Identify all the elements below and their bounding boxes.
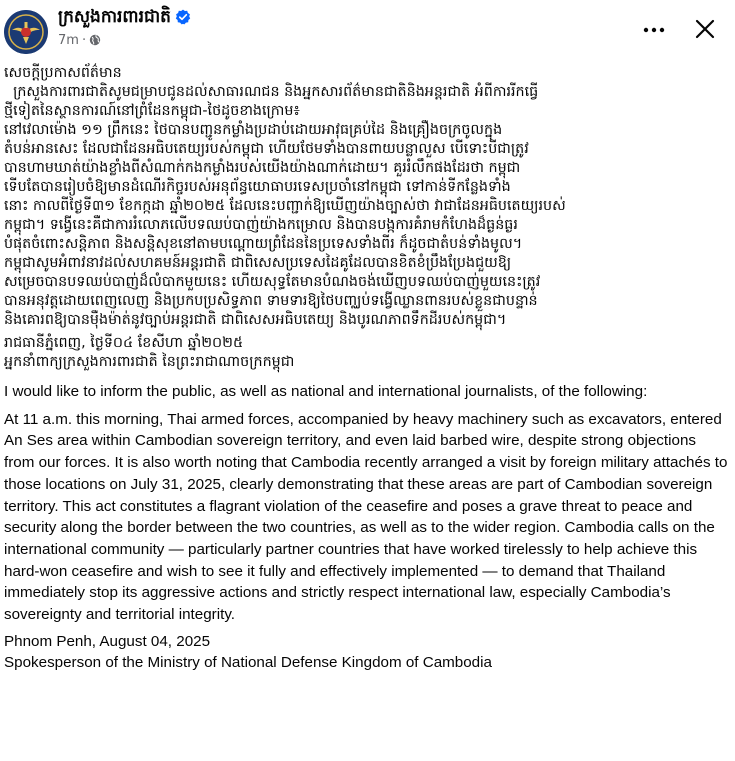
meta-separator: · <box>81 33 87 48</box>
verified-badge-icon <box>175 9 191 25</box>
khmer-line: បានអនុវត្តដោយពេញលេញ និងប្រកបប្រសិទ្ធភាព ទាមទារឱ្យថៃបញ្ឈប់ទង្វើឈ្លានពានរបស់ខ្លួនជាបន្ទាន់ <box>4 293 538 309</box>
khmer-line: បំផុតចំពោះសន្តិភាព និងសន្តិសុខនៅតាមបណ្តោយព្រំដែននៃប្រទេសទាំងពីរ ក៏ដូចជាតំបន់ទាំងមូល។ <box>4 236 523 252</box>
page-name-text[interactable]: ក្រសួងការពារជាតិ <box>58 7 171 27</box>
post-body <box>4 64 728 674</box>
khmer-line: និងគោរពឱ្យបានម៉ឺងម៉ាត់នូវច្បាប់អន្តរជាតិ ជាពិសេសអធិបតេយ្យ និងបូរណភាពទឹកដីរបស់កម្ពុជា។ <box>4 312 507 328</box>
khmer-line: កម្ពុជា។ ទង្វើនេះគឺជាការរំលោភលើបទឈប់បាញ់យ៉ាងកម្រោល និងបានបង្កការគំរាមកំហែងដ៏ធ្ងន់ធ្ងរ <box>4 217 518 233</box>
khmer-line: សម្រេចបានបទឈប់បាញ់ដ៏លំបាកមួយនេះ ហើយសុទ្ធតែមានបំណងចង់ឃើញបទឈប់បាញ់មួយនេះត្រូវ <box>4 274 541 290</box>
close-icon <box>690 14 720 44</box>
more-dots-icon <box>640 16 668 44</box>
khmer-line: ក្រសួងការពារជាតិសូមជម្រាបជូនដល់សាធារណជន និងអ្នកសារព័ត៌មានជាតិនិងអន្តរជាតិ អំពីការរីកធ្វើ <box>4 84 539 100</box>
khmer-line: កម្ពុជាសូមអំពាវនាវដល់សហគមន៍អន្តរជាតិ ជាពិសេសប្រទេសដៃគូដែលបានខិតខំប្រឹងប្រែងជួយឱ្យ <box>4 255 512 271</box>
avatar[interactable] <box>4 10 48 54</box>
post-header <box>0 0 735 60</box>
globe-icon[interactable] <box>89 34 101 46</box>
close-button[interactable] <box>690 14 720 44</box>
khmer-line: ទើបតែបានរៀបចំឱ្យមានដំណើរកិច្ចរបស់អនុព័ន្ធយោធាបរទេសប្រចាំនៅកម្ពុជា ទៅកាន់ទីកន្លែងទាំង <box>4 179 511 195</box>
english-signature: Spokesperson of the Ministry of National Defense Kingdom of Cambodia <box>4 654 492 672</box>
english-place-date: Phnom Penh, August 04, 2025 <box>4 632 211 650</box>
khmer-line: នោះ កាលពីថ្ងៃទី៣១ ខែកក្កដា ឆ្នាំ២០២៥ ដែលនេះបញ្ជាក់ឱ្យឃើញយ៉ាងច្បាស់ថា វាជាដែនអធិបតេយ្យរបស់ <box>4 198 566 214</box>
khmer-heading: សេចក្តីប្រកាសព័ត៌មាន <box>4 65 122 81</box>
khmer-spokesperson: អ្នកនាំពាក្យក្រសួងការពារជាតិ នៃព្រះរាជាណាចក្រកម្ពុជា <box>4 354 295 370</box>
khmer-line: តំបន់អានសេះ ដែលជាដែនអធិបតេយ្យរបស់កម្ពុជា ហើយថែមទាំងបានពាយបន្លាលួស បើទោះបីជាត្រូវ <box>4 141 529 157</box>
more-options-button[interactable] <box>640 16 668 44</box>
page-name[interactable] <box>58 6 191 31</box>
english-intro: I would like to inform the public, as well as national and international journalists, of the following: <box>4 383 648 400</box>
post-meta <box>58 33 101 48</box>
khmer-line: ថ្មីទៀតនៃស្ថានការណ៍នៅព្រំដែនកម្ពុជា-ថៃដូចខាងក្រោម៖ <box>4 103 300 119</box>
khmer-place-date: រាជធានីភ្នំពេញ, ថ្ងៃទី០៤ ខែសីហា ឆ្នាំ២០២៥ <box>4 335 244 351</box>
english-paragraph: At 11 a.m. this morning, Thai armed forces, accompanied by heavy machinery such as excavators, entered An Ses area within Cambodian sovereign territory, and even laid barbed wire, despite strong objections from our forces. It is also worth noting that Cambodia recently arranged a visit by foreign military attachés to those locations on July 31, 2025, clearly demonstrating that these areas are part of Cambodian sovereign territory. This act constitutes a flagrant violation of the ceasefire and poses a grave threat to peace and security along the border between the two countries, as well as to the wider region. Cambodia calls on the international community — particularly partner countries that have worked tirelessly to help achieve this hard-won ceasefire and wish to see it fully and effectively implemented — to demand that Thailand immediately stop its aggressive actions and strictly respect international law, especially Cambodia’s sovereignty and territorial integrity. <box>4 410 728 624</box>
khmer-signature <box>4 334 728 372</box>
khmer-line: នៅវេលាម៉ោង ១១ ព្រឹកនេះ ថៃបានបញ្ជូនកម្លាំងប្រដាប់ដោយអាវុធគ្រប់ដៃ និងគ្រឿងចក្រចូលក្នុង <box>4 122 503 138</box>
khmer-line: បានហាមឃាត់យ៉ាងខ្លាំងពីសំណាក់កងកម្លាំងរបស់យើងយ៉ាងណាក់ដោយ។ គួររំលឹកផងដែរថា កម្ពុជា <box>4 160 521 176</box>
khmer-announcement <box>4 64 728 330</box>
ministry-emblem-icon <box>4 10 48 54</box>
post-time[interactable]: 7m <box>58 33 79 48</box>
